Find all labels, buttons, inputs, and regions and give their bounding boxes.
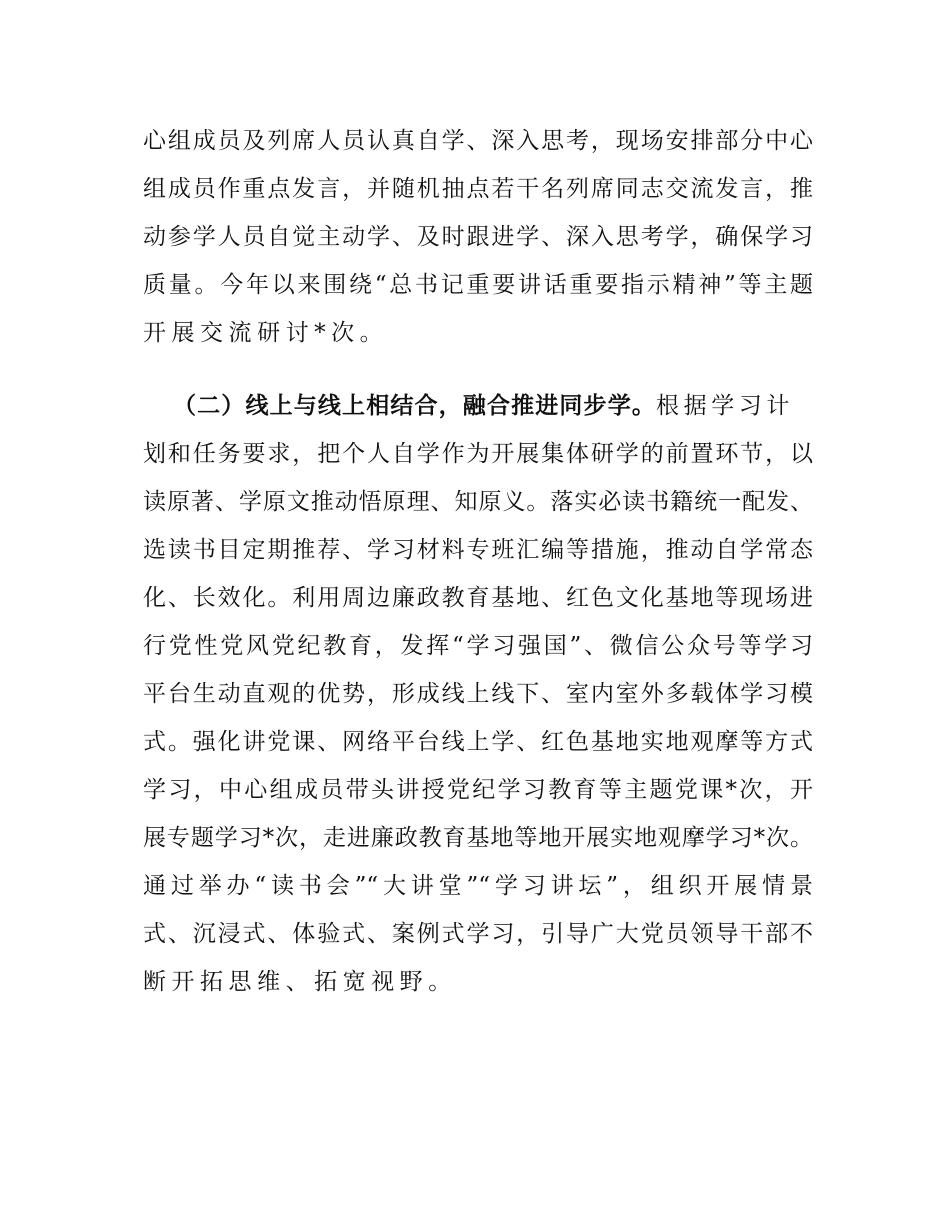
text-line: 通过举办“读书会”“大讲堂”“学习讲坛”，组织开展情景 bbox=[143, 873, 813, 899]
text-line: 行党性党风党纪教育，发挥“学习强国”、微信公众号等学习 bbox=[143, 633, 813, 659]
paragraph-study-discussion bbox=[143, 117, 813, 357]
text-line: 心组成员及列席人员认真自学、深入思考，现场安排部分中心 bbox=[143, 128, 813, 154]
text-line: 平台生动直观的优势，形成线上线下、室内室外多载体学习模 bbox=[143, 681, 813, 707]
paragraph-online-offline-study bbox=[143, 382, 813, 1006]
text-line: 式。强化讲党课、网络平台线上学、红色基地实地观摩等方式 bbox=[143, 729, 813, 755]
text-line: 读原著、学原文推动悟原理、知原义。落实必读书籍统一配发、 bbox=[143, 489, 813, 515]
heading-line-rest: 根据学习计 bbox=[656, 393, 794, 419]
text-line: 展专题学习*次，走进廉政教育基地等地开展实地观摩学习*次。 bbox=[143, 825, 813, 851]
text-line: 学习，中心组成员带头讲授党纪学习教育等主题党课*次，开 bbox=[143, 777, 813, 803]
text-line: 选读书目定期推荐、学习材料专班汇编等措施，推动自学常态 bbox=[143, 537, 813, 563]
text-line: 化、长效化。利用周边廉政教育基地、红色文化基地等现场进 bbox=[143, 585, 813, 611]
section-heading: （二）线上与线上相结合，融合推进同步学。 bbox=[173, 393, 656, 419]
text-line: 式、沉浸式、体验式、案例式学习，引导广大党员领导干部不 bbox=[143, 921, 813, 947]
text-line: 动参学人员自觉主动学、及时跟进学、深入思考学，确保学习 bbox=[143, 224, 813, 250]
first-line bbox=[143, 382, 813, 430]
text-line: 断开拓思维、拓宽视野。 bbox=[143, 969, 457, 995]
text-line: 组成员作重点发言，并随机抽点若干名列席同志交流发言，推 bbox=[143, 176, 813, 202]
text-line: 开展交流研讨*次。 bbox=[143, 320, 389, 346]
text-line: 划和任务要求，把个人自学作为开展集体研学的前置环节，以 bbox=[143, 441, 813, 467]
text-line: 质量。今年以来围绕“总书记重要讲话重要指示精神”等主题 bbox=[143, 272, 813, 298]
